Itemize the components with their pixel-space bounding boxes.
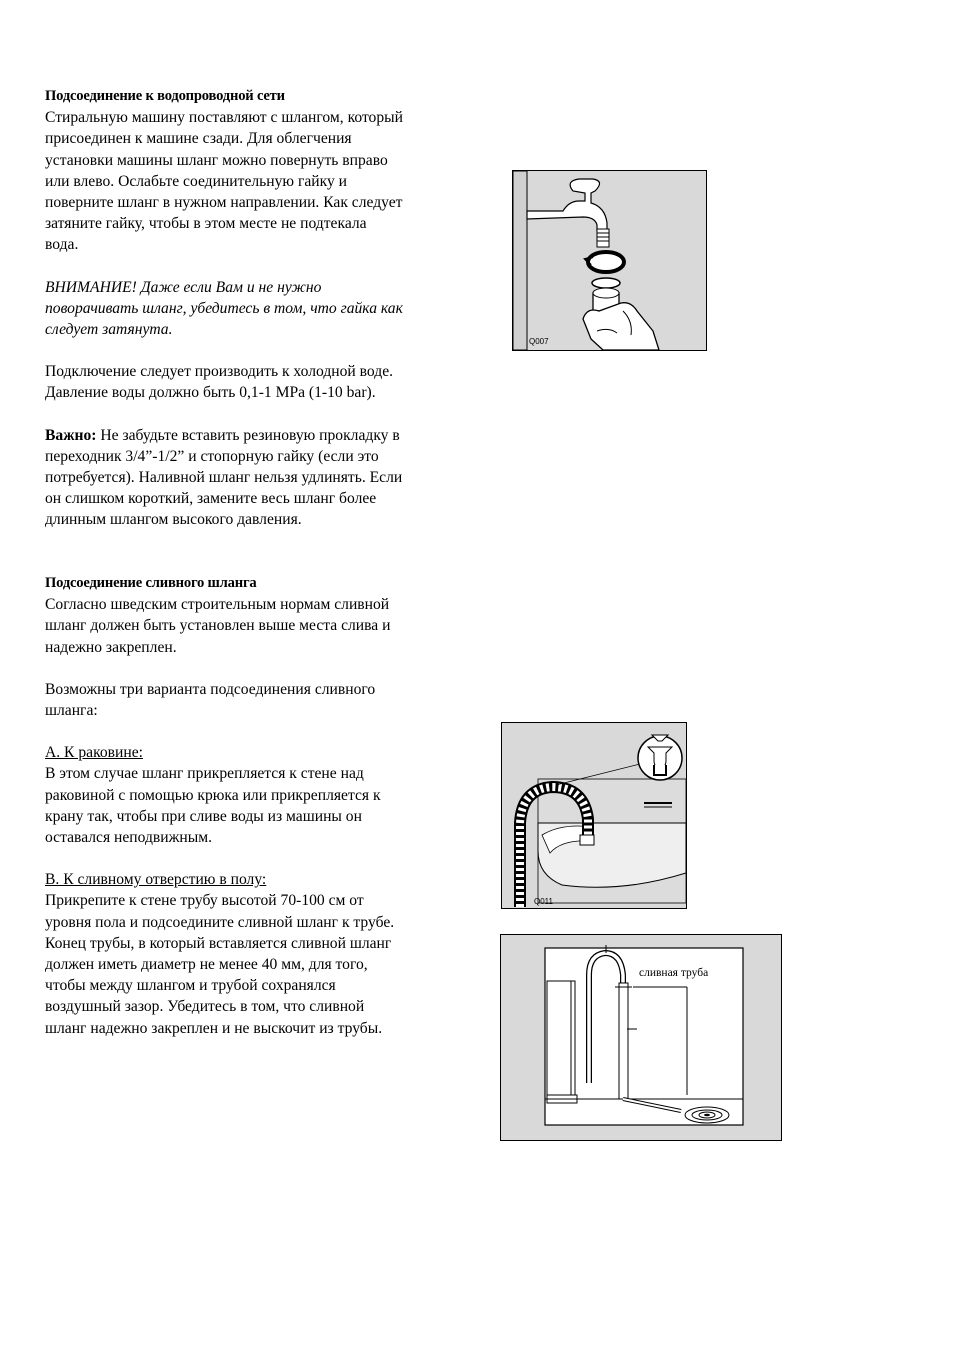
section-drain-hose bbox=[45, 573, 465, 1039]
drain-pipe-drawing bbox=[501, 935, 781, 1140]
option-b: В. К сливному отверстию в полу: Прикрепите к стене трубу высотой 70-100 см от уровня пола и подсоедините сливной шланг к трубе. Конец трубы, в который вставляется сливной шланг должен иметь диаметр не менее 40 мм, для того, чтобы между шлангом и трубой сохранялся воздушный зазор. Убедитесь в том, что сливной шланг надежно закреплен и не выскочит из трубы. bbox=[45, 871, 395, 1037]
section-heading-water: Подсоединение к водопроводной сети bbox=[45, 88, 285, 104]
option-a: А. К раковине: В этом случае шланг прикрепляется к стене над раковиной с помощью крюка или прикрепляется к крану так, чтобы при сливе воды из машины он оставался неподвижным. bbox=[45, 744, 381, 847]
faucet-drawing bbox=[513, 171, 706, 350]
important-note: Важно: Не забудьте вставить резиновую прокладку в переходник 3/4”-1/2” и стопорную гайку (если это потребуется). Наливной шланг нельзя удлинять. Если он слишком короткий, замените весь шланг более длинным шлангом высокого давления. bbox=[45, 426, 403, 529]
sink-illustration bbox=[501, 722, 687, 909]
paragraph: Возможны три варианта подсоединения сливного шланга: bbox=[45, 680, 376, 720]
option-b-title: В. К сливному отверстию в полу: bbox=[45, 871, 267, 889]
important-label: Важно: bbox=[45, 426, 97, 444]
paragraph: Стиральную машину поставляют с шлангом, который присоединен к машине сзади. Для облегчения установки машины шланг можно повернуть вправо или влево. Ослабьте соединительную гайку и поверните шланг в нужном направлении. Как следует затяните гайку, чтобы в этом месте не подтекала вода. bbox=[45, 109, 403, 254]
option-a-title: А. К раковине: bbox=[45, 744, 143, 762]
figure-code: Q007 bbox=[529, 337, 549, 346]
sink-drawing bbox=[502, 723, 686, 908]
drain-pipe-label: сливная труба bbox=[639, 967, 709, 979]
drain-pipe-illustration bbox=[500, 934, 782, 1141]
faucet-illustration bbox=[512, 170, 707, 351]
warning-note: ВНИМАНИЕ! Даже если Вам и не нужно поворачивать шланг, убедитесь в том, что гайка как следует затянута. bbox=[45, 278, 403, 339]
section-water-connection bbox=[45, 86, 465, 531]
figure-code: Q011 bbox=[534, 897, 553, 906]
paragraph: Согласно шведским строительным нормам сливной шланг должен быть установлен выше места слива и надежно закреплен. bbox=[45, 596, 391, 656]
section-heading-drain: Подсоединение сливного шланга bbox=[45, 575, 257, 591]
paragraph: Подключение следует производить к холодной воде. Давление воды должно быть 0,1-1 MPa (1-10 bar). bbox=[45, 363, 394, 402]
